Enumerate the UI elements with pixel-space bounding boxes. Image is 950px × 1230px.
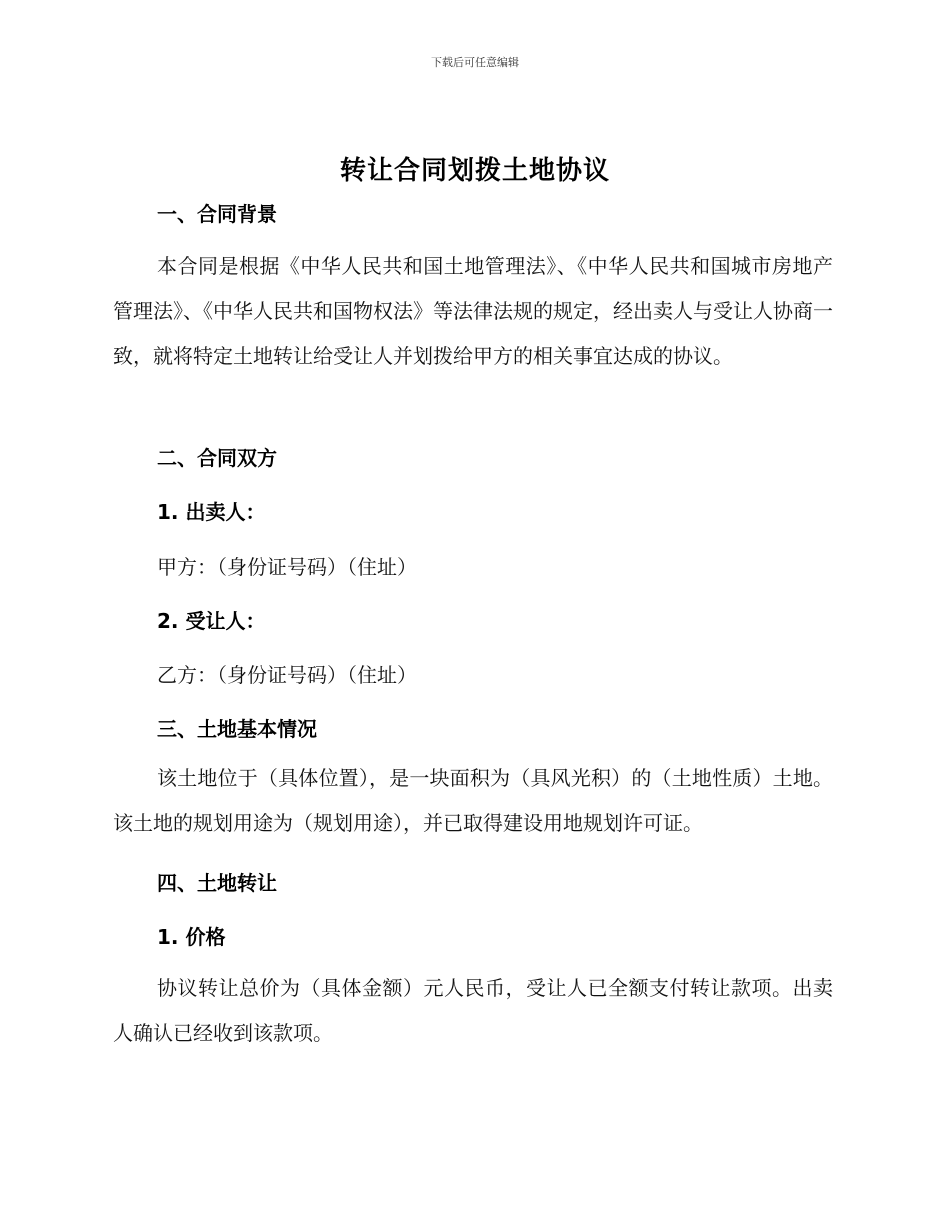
section-heading-transfer: 四、土地转让	[157, 871, 277, 895]
document-title: 转让合同划拨土地协议	[339, 156, 610, 186]
paragraph-land-info: 该土地位于（具体位置），是一块面积为（具风光积）的（土地性质）土地。该土地的规划用途为（规划用途），并已取得建设用地规划许可证。	[113, 766, 833, 835]
buyer-info: 乙方：（身份证号码）（住址）	[157, 663, 417, 687]
header-note: 下载后可任意编辑	[431, 56, 519, 69]
section-heading-land-info: 三、土地基本情况	[157, 717, 317, 741]
subheading-buyer: 2. 受让人：	[157, 609, 266, 633]
seller-info: 甲方：（身份证号码）（住址）	[157, 555, 417, 579]
subheading-price: 1. 价格	[157, 925, 226, 949]
paragraph-price: 协议转让总价为（具体金额）元人民币，受让人已全额支付转让款项。出卖人确认已经收到该款项。	[113, 976, 833, 1045]
subheading-seller: 1. 出卖人：	[157, 500, 266, 524]
paragraph-background: 本合同是根据《中华人民共和国土地管理法》、《中华人民共和国城市房地产管理法》、《中华人民共和国物权法》等法律法规的规定，经出卖人与受让人协商一致，就将特定土地转让给受让人并划拨给甲方的相关事宜达成的协议。	[113, 254, 833, 368]
section-heading-parties: 二、合同双方	[157, 446, 277, 470]
section-heading-background: 一、合同背景	[157, 202, 277, 226]
